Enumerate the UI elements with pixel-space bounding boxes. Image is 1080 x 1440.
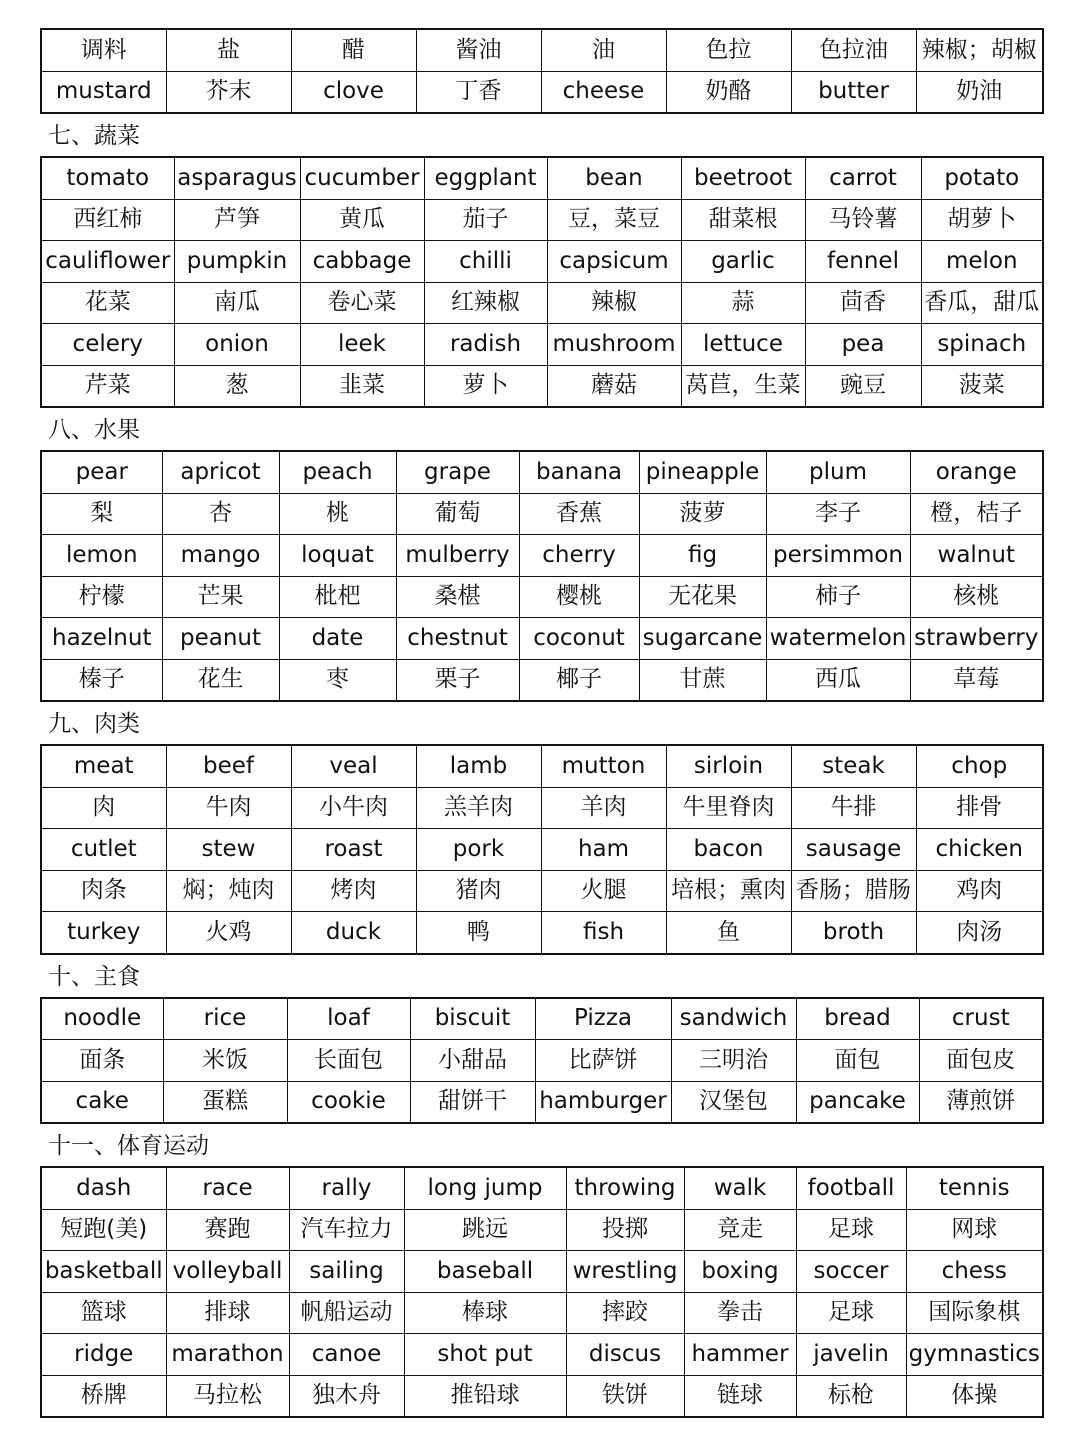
table-cell: beetroot (681, 157, 805, 199)
table-cell: 无花果 (639, 576, 766, 618)
table-cell: 帆船运动 (289, 1292, 404, 1334)
table-cell: cutlet (41, 829, 166, 871)
table-cell: 芒果 (162, 576, 279, 618)
table-cell: crust (919, 998, 1043, 1040)
table-cell: 菠菜 (921, 365, 1043, 407)
table-cell: walnut (910, 535, 1043, 577)
table-row (41, 29, 1043, 71)
table-cell: melon (921, 241, 1043, 283)
table-row (41, 1334, 1043, 1376)
table-cell: 焖；炖肉 (166, 870, 291, 912)
table-cell: 芥末 (166, 71, 291, 113)
table-row (41, 1292, 1043, 1334)
table-cell: 火腿 (541, 870, 666, 912)
table-cell: 莴苣，生菜 (681, 365, 805, 407)
table-row (41, 1375, 1043, 1417)
table-row (41, 1167, 1043, 1209)
table-cell: biscuit (410, 998, 535, 1040)
vocabulary-page (40, 28, 1042, 1418)
table-cell: lettuce (681, 324, 805, 366)
table-cell: peanut (162, 618, 279, 660)
table-cell: 烤肉 (291, 870, 416, 912)
table-cell: cookie (287, 1081, 410, 1123)
table-cell: 肉汤 (916, 912, 1043, 954)
table-cell: 黄瓜 (300, 199, 424, 241)
table-cell: 甜饼干 (410, 1081, 535, 1123)
vocabulary-table (40, 28, 1044, 114)
table-cell: mushroom (547, 324, 681, 366)
table-cell: mustard (41, 71, 166, 113)
table-cell: 梨 (41, 493, 162, 535)
table-cell: broth (791, 912, 916, 954)
table-cell: orange (910, 451, 1043, 493)
table-cell: 韭菜 (300, 365, 424, 407)
table-row (41, 157, 1043, 199)
table-row (41, 365, 1043, 407)
table-cell: 草莓 (910, 659, 1043, 701)
table-cell: rally (289, 1167, 404, 1209)
table-cell: basketball (41, 1251, 166, 1293)
table-row (41, 787, 1043, 829)
table-cell: veal (291, 745, 416, 787)
table-cell: marathon (166, 1334, 289, 1376)
table-cell: long jump (404, 1167, 566, 1209)
table-cell: bread (796, 998, 919, 1040)
table-cell: 猪肉 (416, 870, 541, 912)
table-cell: watermelon (766, 618, 910, 660)
table-cell: lemon (41, 535, 162, 577)
table-row (41, 324, 1043, 366)
table-cell: 鸡肉 (916, 870, 1043, 912)
table-cell: wrestling (566, 1251, 684, 1293)
table-cell: 色拉 (666, 29, 791, 71)
table-cell: stew (166, 829, 291, 871)
table-cell: potato (921, 157, 1043, 199)
table-cell: asparagus (174, 157, 300, 199)
table-cell: fish (541, 912, 666, 954)
table-cell: coconut (519, 618, 639, 660)
table-cell: 赛跑 (166, 1209, 289, 1251)
table-cell: 蒜 (681, 282, 805, 324)
table-cell: 牛排 (791, 787, 916, 829)
table-cell: 三明治 (671, 1040, 796, 1082)
table-cell: 卷心菜 (300, 282, 424, 324)
table-cell: 马拉松 (166, 1375, 289, 1417)
table-cell: 李子 (766, 493, 910, 535)
vocabulary-table (40, 156, 1044, 408)
table-cell: soccer (796, 1251, 906, 1293)
table-cell: 拳击 (684, 1292, 796, 1334)
table-row (41, 576, 1043, 618)
table-cell: 奶酪 (666, 71, 791, 113)
table-row (41, 71, 1043, 113)
table-cell: 豌豆 (805, 365, 921, 407)
table-cell: 豆，菜豆 (547, 199, 681, 241)
table-cell: bean (547, 157, 681, 199)
table-cell: 栗子 (396, 659, 519, 701)
table-cell: 西瓜 (766, 659, 910, 701)
table-cell: 肉条 (41, 870, 166, 912)
table-cell: 面包皮 (919, 1040, 1043, 1082)
table-cell: dash (41, 1167, 166, 1209)
table-cell: turkey (41, 912, 166, 954)
table-cell: hazelnut (41, 618, 162, 660)
table-cell: 篮球 (41, 1292, 166, 1334)
table-cell: 奶油 (916, 71, 1043, 113)
table-cell: clove (291, 71, 416, 113)
table-row (41, 451, 1043, 493)
table-cell: grape (396, 451, 519, 493)
table-cell: 橙，桔子 (910, 493, 1043, 535)
table-cell: 柿子 (766, 576, 910, 618)
table-cell: carrot (805, 157, 921, 199)
table-cell: 羊肉 (541, 787, 666, 829)
table-cell: chestnut (396, 618, 519, 660)
table-cell: noodle (41, 998, 163, 1040)
table-cell: pancake (796, 1081, 919, 1123)
table-cell: 桃 (279, 493, 396, 535)
table-cell: leek (300, 324, 424, 366)
table-cell: fennel (805, 241, 921, 283)
table-row (41, 535, 1043, 577)
table-cell: 椰子 (519, 659, 639, 701)
table-cell: 葡萄 (396, 493, 519, 535)
table-row (41, 493, 1043, 535)
table-cell: mulberry (396, 535, 519, 577)
table-cell: 樱桃 (519, 576, 639, 618)
table-cell: 马铃薯 (805, 199, 921, 241)
table-cell: 培根；熏肉 (666, 870, 791, 912)
table-row (41, 1040, 1043, 1082)
table-cell: 投掷 (566, 1209, 684, 1251)
table-row (41, 618, 1043, 660)
table-cell: persimmon (766, 535, 910, 577)
table-cell: 足球 (796, 1292, 906, 1334)
table-cell: cheese (541, 71, 666, 113)
table-cell: roast (291, 829, 416, 871)
table-cell: 枣 (279, 659, 396, 701)
table-cell: cauliflower (41, 241, 174, 283)
table-cell: cherry (519, 535, 639, 577)
table-cell: 面条 (41, 1040, 163, 1082)
table-cell: capsicum (547, 241, 681, 283)
table-cell: 西红柿 (41, 199, 174, 241)
table-cell: cucumber (300, 157, 424, 199)
table-cell: hamburger (535, 1081, 671, 1123)
table-row (41, 829, 1043, 871)
table-cell: 独木舟 (289, 1375, 404, 1417)
table-cell: cake (41, 1081, 163, 1123)
table-cell: 标枪 (796, 1375, 906, 1417)
table-cell: 链球 (684, 1375, 796, 1417)
table-cell: 羔羊肉 (416, 787, 541, 829)
table-cell: chop (916, 745, 1043, 787)
table-cell: strawberry (910, 618, 1043, 660)
table-cell: 色拉油 (791, 29, 916, 71)
table-row (41, 1209, 1043, 1251)
table-cell: duck (291, 912, 416, 954)
table-cell: bacon (666, 829, 791, 871)
table-row (41, 998, 1043, 1040)
table-cell: 枇杷 (279, 576, 396, 618)
table-cell: football (796, 1167, 906, 1209)
table-cell: mutton (541, 745, 666, 787)
table-cell: mango (162, 535, 279, 577)
table-cell: 桥牌 (41, 1375, 166, 1417)
table-cell: discus (566, 1334, 684, 1376)
table-cell: 排骨 (916, 787, 1043, 829)
table-cell: peach (279, 451, 396, 493)
table-row (41, 199, 1043, 241)
table-cell: 茄子 (424, 199, 547, 241)
table-cell: 网球 (906, 1209, 1043, 1251)
table-row (41, 241, 1043, 283)
table-cell: 红辣椒 (424, 282, 547, 324)
table-cell: sailing (289, 1251, 404, 1293)
section-title: 十一、体育运动 (48, 1133, 209, 1159)
table-cell: chess (906, 1251, 1043, 1293)
table-cell: 小甜品 (410, 1040, 535, 1082)
table-cell: 比萨饼 (535, 1040, 671, 1082)
table-cell: 调料 (41, 29, 166, 71)
table-cell: pineapple (639, 451, 766, 493)
table-cell: 南瓜 (174, 282, 300, 324)
table-cell: 芹菜 (41, 365, 174, 407)
table-cell: eggplant (424, 157, 547, 199)
table-cell: 米饭 (163, 1040, 287, 1082)
table-cell: 杏 (162, 493, 279, 535)
table-cell: 花菜 (41, 282, 174, 324)
table-cell: 柠檬 (41, 576, 162, 618)
table-cell: 排球 (166, 1292, 289, 1334)
table-cell: onion (174, 324, 300, 366)
table-cell: 蘑菇 (547, 365, 681, 407)
table-cell: loquat (279, 535, 396, 577)
table-cell: 推铅球 (404, 1375, 566, 1417)
table-cell: 醋 (291, 29, 416, 71)
table-cell: 蛋糕 (163, 1081, 287, 1123)
table-cell: 鱼 (666, 912, 791, 954)
table-cell: 棒球 (404, 1292, 566, 1334)
table-cell: rice (163, 998, 287, 1040)
table-cell: shot put (404, 1334, 566, 1376)
table-cell: sausage (791, 829, 916, 871)
table-cell: throwing (566, 1167, 684, 1209)
table-cell: garlic (681, 241, 805, 283)
table-cell: 体操 (906, 1375, 1043, 1417)
table-cell: volleyball (166, 1251, 289, 1293)
table-cell: 面包 (796, 1040, 919, 1082)
table-cell: 花生 (162, 659, 279, 701)
table-cell: ridge (41, 1334, 166, 1376)
table-row (41, 870, 1043, 912)
table-cell: 跳远 (404, 1209, 566, 1251)
table-row (41, 745, 1043, 787)
vocabulary-table (40, 997, 1044, 1125)
table-cell: 鸭 (416, 912, 541, 954)
table-cell: cabbage (300, 241, 424, 283)
table-cell: walk (684, 1167, 796, 1209)
table-cell: chilli (424, 241, 547, 283)
table-cell: 足球 (796, 1209, 906, 1251)
table-cell: canoe (289, 1334, 404, 1376)
table-cell: 摔跤 (566, 1292, 684, 1334)
table-cell: sandwich (671, 998, 796, 1040)
table-cell: 小牛肉 (291, 787, 416, 829)
table-cell: loaf (287, 998, 410, 1040)
table-cell: tomato (41, 157, 174, 199)
table-cell: 茴香 (805, 282, 921, 324)
table-cell: pea (805, 324, 921, 366)
table-cell: 丁香 (416, 71, 541, 113)
table-cell: ham (541, 829, 666, 871)
table-cell: 葱 (174, 365, 300, 407)
table-cell: 核桃 (910, 576, 1043, 618)
table-cell: 甘蔗 (639, 659, 766, 701)
table-cell: 辣椒 (547, 282, 681, 324)
section-title: 八、水果 (48, 417, 140, 443)
table-cell: 铁饼 (566, 1375, 684, 1417)
table-cell: 芦笋 (174, 199, 300, 241)
table-cell: 菠萝 (639, 493, 766, 535)
table-row (41, 282, 1043, 324)
table-cell: 汽车拉力 (289, 1209, 404, 1251)
table-cell: 短跑(美) (41, 1209, 166, 1251)
table-cell: pork (416, 829, 541, 871)
table-cell: 盐 (166, 29, 291, 71)
table-cell: 长面包 (287, 1040, 410, 1082)
table-cell: 香瓜，甜瓜 (921, 282, 1043, 324)
table-cell: beef (166, 745, 291, 787)
table-cell: 竞走 (684, 1209, 796, 1251)
section-title: 九、肉类 (48, 711, 140, 737)
table-cell: 榛子 (41, 659, 162, 701)
table-cell: steak (791, 745, 916, 787)
table-cell: boxing (684, 1251, 796, 1293)
table-cell: lamb (416, 745, 541, 787)
table-cell: hammer (684, 1334, 796, 1376)
table-cell: plum (766, 451, 910, 493)
table-cell: celery (41, 324, 174, 366)
table-cell: 肉 (41, 787, 166, 829)
table-cell: Pizza (535, 998, 671, 1040)
table-cell: fig (639, 535, 766, 577)
table-cell: 酱油 (416, 29, 541, 71)
vocabulary-table (40, 450, 1044, 702)
table-cell: 薄煎饼 (919, 1081, 1043, 1123)
vocabulary-table (40, 1166, 1044, 1418)
table-cell: spinach (921, 324, 1043, 366)
table-cell: butter (791, 71, 916, 113)
table-cell: pear (41, 451, 162, 493)
table-cell: 油 (541, 29, 666, 71)
table-cell: gymnastics (906, 1334, 1043, 1376)
table-cell: sirloin (666, 745, 791, 787)
section-title: 十、主食 (48, 963, 140, 990)
table-cell: 火鸡 (166, 912, 291, 954)
table-cell: meat (41, 745, 166, 787)
table-cell: 桑椹 (396, 576, 519, 618)
table-row (41, 659, 1043, 701)
table-cell: 汉堡包 (671, 1081, 796, 1123)
table-cell: 辣椒；胡椒 (916, 29, 1043, 71)
section-title: 七、蔬菜 (48, 123, 140, 149)
table-cell: 香蕉 (519, 493, 639, 535)
table-cell: 牛肉 (166, 787, 291, 829)
table-cell: 牛里脊肉 (666, 787, 791, 829)
table-cell: javelin (796, 1334, 906, 1376)
table-cell: sugarcane (639, 618, 766, 660)
table-cell: 萝卜 (424, 365, 547, 407)
table-row (41, 1251, 1043, 1293)
table-cell: date (279, 618, 396, 660)
vocabulary-table (40, 744, 1044, 955)
table-cell: pumpkin (174, 241, 300, 283)
table-cell: race (166, 1167, 289, 1209)
table-cell: 香肠；腊肠 (791, 870, 916, 912)
table-cell: radish (424, 324, 547, 366)
table-cell: baseball (404, 1251, 566, 1293)
table-cell: banana (519, 451, 639, 493)
table-cell: apricot (162, 451, 279, 493)
table-cell: chicken (916, 829, 1043, 871)
table-cell: 甜菜根 (681, 199, 805, 241)
table-row (41, 1081, 1043, 1123)
table-cell: tennis (906, 1167, 1043, 1209)
table-row (41, 912, 1043, 954)
table-cell: 胡萝卜 (921, 199, 1043, 241)
table-cell: 国际象棋 (906, 1292, 1043, 1334)
